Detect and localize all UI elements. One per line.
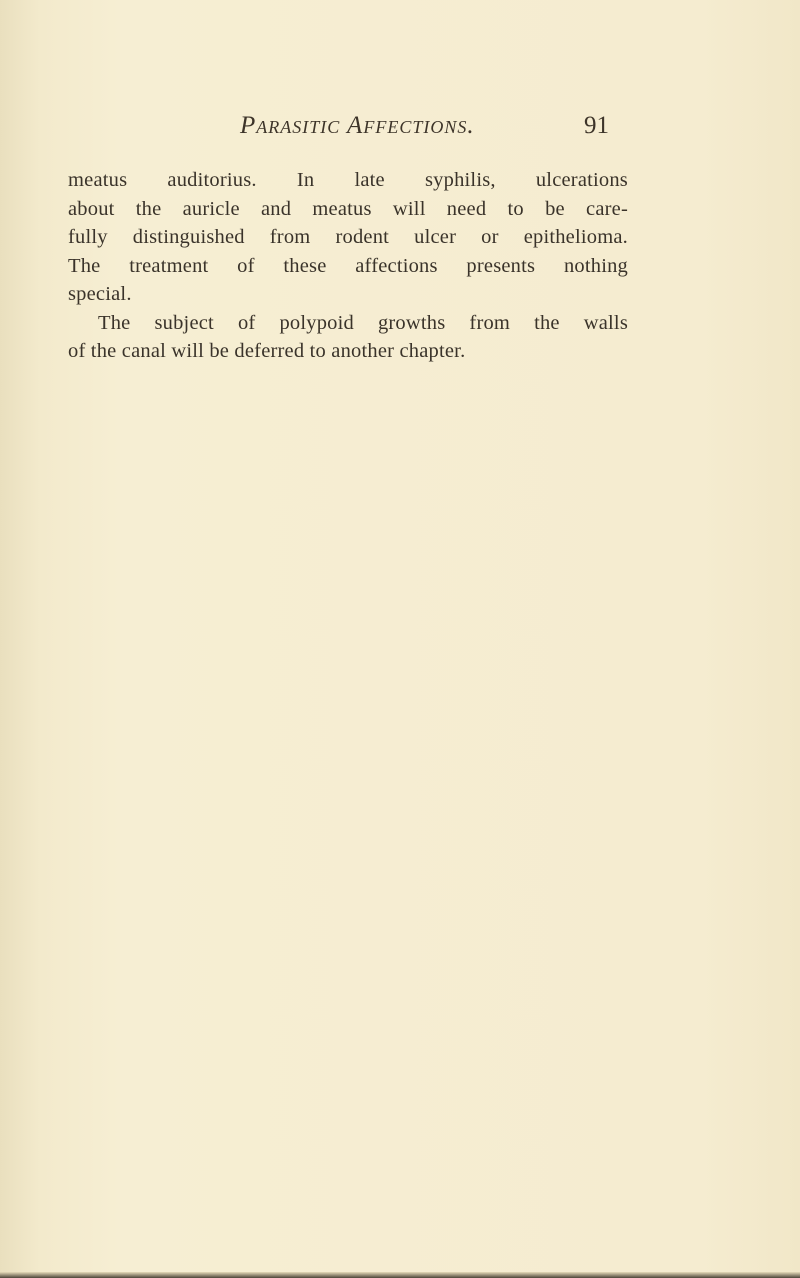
page-number: 91 — [584, 112, 609, 139]
running-head — [0, 112, 800, 152]
text-line: fully distinguished from rodent ulcer or epithelioma. — [68, 226, 628, 248]
text-line: of the canal will be deferred to another chapter. — [68, 340, 466, 362]
text-line: about the auricle and meatus will need to be care- — [68, 197, 628, 220]
running-title: Parasitic Affections. — [240, 112, 475, 139]
text-line: The treatment of these affections presents nothing — [68, 254, 628, 277]
body-text — [68, 166, 628, 366]
text-line: special. — [68, 283, 132, 305]
page-bottom-edge — [0, 1272, 800, 1278]
text-line: meatus auditorius. In late syphilis, ulcerations — [68, 169, 628, 191]
text-line: The subject of polypoid growths from the walls — [98, 311, 628, 334]
